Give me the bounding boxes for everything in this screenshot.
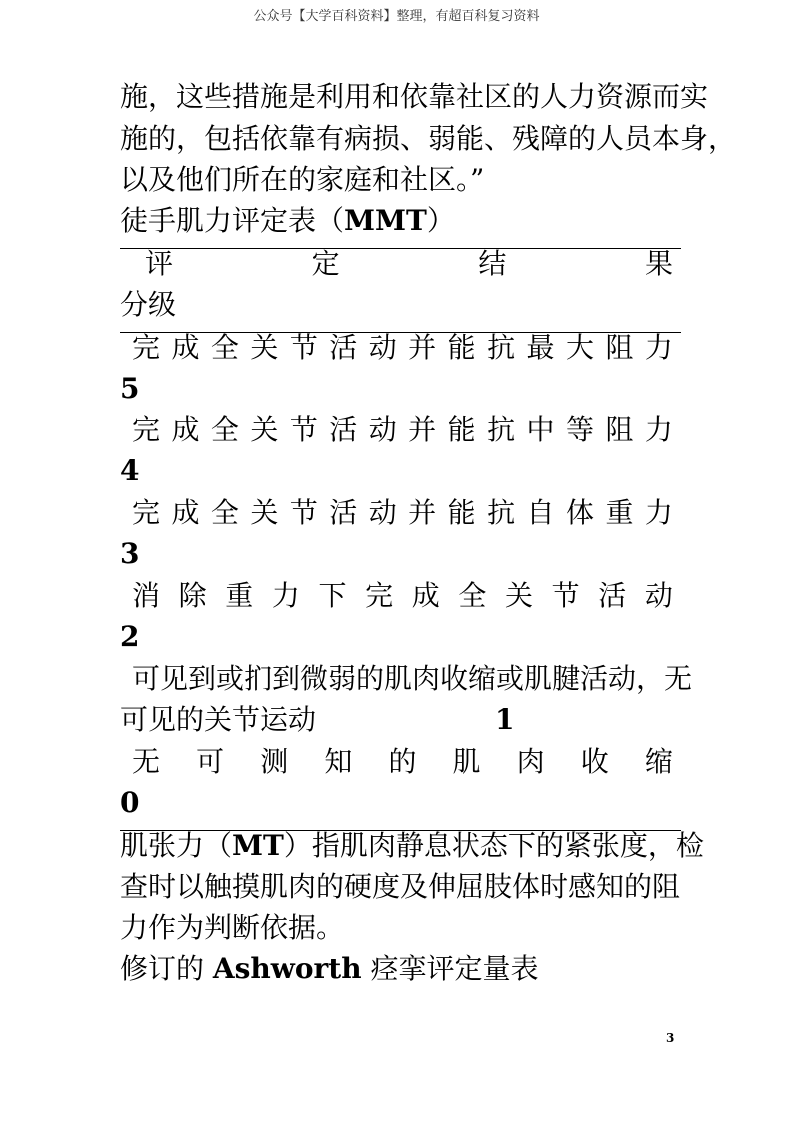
char: 动: [368, 331, 397, 364]
char: 力: [644, 331, 673, 364]
intro-line-2: 施的，包括依靠有病损、弱能、残障的人员本身，: [120, 122, 737, 155]
char: 成: [171, 331, 200, 364]
char: 定: [311, 247, 340, 280]
char: 等: [565, 413, 594, 446]
char: 成: [171, 413, 200, 446]
char: 能: [447, 413, 476, 446]
char: 全: [210, 413, 239, 446]
char: 体: [565, 496, 594, 529]
char: 节: [289, 331, 318, 364]
table-row-grade: 4: [120, 454, 140, 487]
char: 动: [368, 496, 397, 529]
char: 关: [250, 496, 279, 529]
char: 节: [289, 496, 318, 529]
table-row-desc: [120, 330, 673, 366]
char: 果: [644, 247, 673, 280]
mt-para-line-3: 力作为判断依据。: [120, 911, 345, 944]
char: 抗: [487, 496, 516, 529]
char: 肉: [516, 745, 545, 778]
char: 大: [565, 331, 594, 364]
char: 全: [210, 331, 239, 364]
table-row-grade: 0: [120, 786, 140, 819]
char: 知: [324, 745, 353, 778]
table-row-grade: 5: [120, 372, 140, 405]
page-number: 3: [666, 1031, 675, 1045]
char: 完: [132, 496, 161, 529]
ashworth-title: 修订的 Ashworth 痉挛评定量表: [120, 952, 539, 985]
intro-line-3: 以及他们所在的家庭和社区。”: [120, 163, 485, 196]
char: 活: [329, 413, 358, 446]
char: 成: [411, 579, 440, 612]
page-header: 公众号【大学百科资料】整理，有超百科复习资料: [253, 9, 540, 24]
char: 测: [260, 745, 289, 778]
table-row-grade: 1: [495, 703, 515, 736]
char: 力: [271, 579, 300, 612]
char: 最: [526, 331, 555, 364]
char: 关: [250, 331, 279, 364]
char: 力: [644, 496, 673, 529]
char: 全: [210, 496, 239, 529]
char: 关: [250, 413, 279, 446]
char: 评: [145, 247, 174, 280]
char: 全: [458, 579, 487, 612]
char: 抗: [487, 331, 516, 364]
char: 阻: [605, 331, 634, 364]
table-row-desc: [120, 495, 673, 531]
char: 动: [644, 579, 673, 612]
char: 自: [526, 496, 555, 529]
char: 活: [329, 496, 358, 529]
char: 无: [132, 745, 161, 778]
table-row-desc-line1: 可见到或扪到微弱的肌肉收缩或肌腱活动，无: [132, 662, 693, 695]
char: 下: [318, 579, 347, 612]
table-row-desc: [120, 578, 673, 614]
char: 并: [408, 413, 437, 446]
table-row-desc: [120, 412, 673, 448]
char: 除: [178, 579, 207, 612]
char: 关: [505, 579, 534, 612]
char: 收: [580, 745, 609, 778]
char: 节: [289, 413, 318, 446]
table-row-grade: 3: [120, 537, 140, 570]
mmt-title: 徒手肌力评定表（MMT）: [120, 204, 455, 237]
char: 结: [478, 247, 507, 280]
char: 中: [526, 413, 555, 446]
table-header-col1: [120, 246, 673, 282]
char: 并: [408, 331, 437, 364]
char: 力: [644, 413, 673, 446]
char: 活: [329, 331, 358, 364]
char: 能: [447, 331, 476, 364]
char: 消: [132, 579, 161, 612]
char: 完: [132, 413, 161, 446]
char: 重: [605, 496, 634, 529]
char: 可: [196, 745, 225, 778]
char: 并: [408, 496, 437, 529]
mt-para-line-1: 肌张力（MT）指肌肉静息状态下的紧张度，检: [120, 829, 704, 862]
table-header-col2: 分级: [120, 288, 177, 321]
char: 动: [368, 413, 397, 446]
char: 完: [132, 331, 161, 364]
char: 抗: [487, 413, 516, 446]
char: 能: [447, 496, 476, 529]
char: 节: [551, 579, 580, 612]
char: 缩: [644, 745, 673, 778]
table-row-desc-line2: 可见的关节运动 1: [120, 703, 515, 736]
char: 的: [388, 745, 417, 778]
table-row-grade: 2: [120, 620, 140, 653]
char: 阻: [605, 413, 634, 446]
table-row-desc: [120, 744, 673, 780]
char: 活: [598, 579, 627, 612]
mt-para-line-2: 查时以触摸肌肉的硬度及伸屈肢体时感知的阻: [120, 870, 681, 903]
char: 重: [225, 579, 254, 612]
char: 肌: [452, 745, 481, 778]
char: 完: [365, 579, 394, 612]
char: 成: [171, 496, 200, 529]
intro-line-1: 施，这些措施是利用和依靠社区的人力资源而实: [120, 80, 709, 113]
